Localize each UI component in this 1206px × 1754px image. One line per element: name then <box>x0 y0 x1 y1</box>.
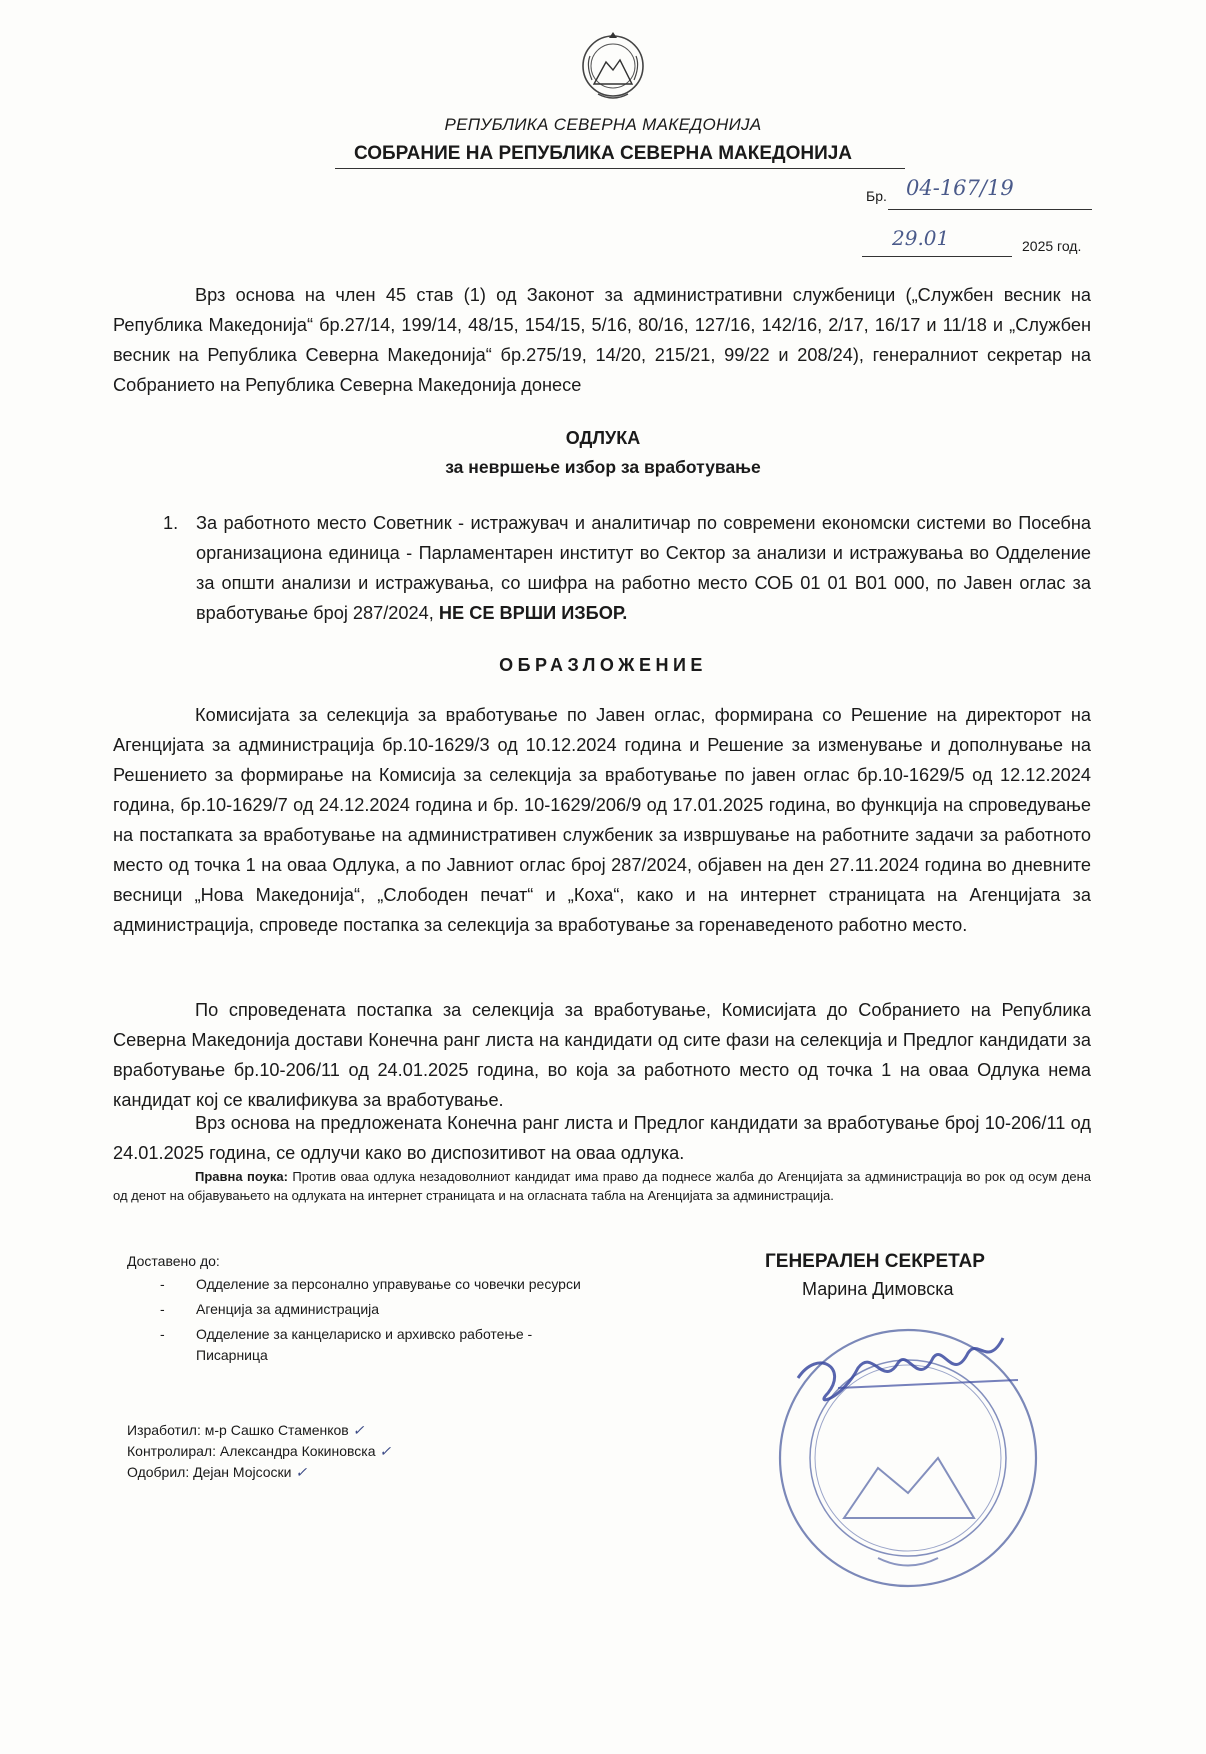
signatory-title: ГЕНЕРАЛЕН СЕКРЕТАР <box>765 1251 985 1272</box>
legal-remedy <box>113 1167 1091 1205</box>
handwritten-initials: ✓ <box>379 1444 392 1460</box>
decision-title: ОДЛУКА <box>565 428 641 448</box>
prepared-by <box>127 1420 391 1441</box>
coat-of-arms-emblem <box>580 26 646 104</box>
approved-by-text: Одобрил: Дејан Мојсоски <box>127 1464 292 1480</box>
reasoning-paragraph-3: Врз основа на предложената Конечна ранг листа и Предлог кандидати за вработување број 10-206/11 од 24.01.2025 година, се одлучи како во диспозитивот на оваа одлука. <box>113 1113 1091 1163</box>
controlled-by-text: Контролирал: Александра Кокиновска <box>127 1443 376 1459</box>
delivered-item: Одделение за канцелариско и архивско работење - Писарница <box>196 1326 533 1363</box>
item-bold-text: НЕ СЕ ВРШИ ИЗБОР. <box>438 603 628 623</box>
delivered-list <box>160 1274 600 1370</box>
delivered-item: Одделение за персонално управување со човечки ресурси <box>196 1276 581 1292</box>
approved-by <box>127 1462 391 1483</box>
reference-handwritten: 04-167/19 <box>906 176 1014 200</box>
preparation-block <box>127 1420 391 1483</box>
decision-item <box>163 508 1091 628</box>
date-year: 2025 год. <box>1022 238 1082 254</box>
intro-paragraph: Врз основа на член 45 став (1) од Законот за административни службеници („Службен весник на Република Македонија“ бр.27/14, 199/14, 48/15, 154/15, 5/16, 80/16, 127/16, 142/16, 2/17, 16/17 и 11/18 и „Службен весник на Република Северна Македонија“ бр.275/19, 14/20, 215/21, 99/22 и 208/24), генералниот секретар на Собранието на Република Северна Македонија донесе <box>113 285 1091 395</box>
reasoning-title: ОБРАЗЛОЖЕНИЕ <box>499 655 707 675</box>
reference-number <box>866 176 1014 204</box>
assembly-heading: СОБРАНИЕ НА РЕПУБЛИКА СЕВЕРНА МАКЕДОНИЈА <box>353 143 853 164</box>
reference-label: Бр. <box>866 188 887 204</box>
date-handwritten: 29.01 <box>892 226 950 250</box>
delivered-item: Агенција за администрација <box>196 1301 380 1317</box>
legal-text: Против оваа одлука незадоволниот кандидат има право да поднесе жалба до Агенцијата за администрација во рок од осум дена од денот на објавувањето на одлуката на интернет страницата и на огласната табла на Агенцијата за администрација. <box>113 1169 1091 1203</box>
official-stamp <box>748 1268 1038 1598</box>
date-underline <box>862 256 1012 257</box>
list-item: - Агенција за администрација <box>160 1301 380 1317</box>
reference-underline <box>888 209 1092 210</box>
decision-subtitle: за невршење избор за вработување <box>445 457 761 477</box>
list-item: - Одделение за персонално управување со човечки ресурси <box>160 1276 581 1292</box>
list-item: - Одделение за канцелариско и архивско работење - Писарница <box>160 1326 533 1363</box>
signatory-name: Марина Димовска <box>802 1279 954 1299</box>
prepared-by-text: Изработил: м-р Сашко Стаменков <box>127 1422 349 1438</box>
item-number: 1. <box>163 513 179 533</box>
delivered-label: Доставено до: <box>127 1253 220 1269</box>
controlled-by <box>127 1441 391 1462</box>
handwritten-initials: ✓ <box>352 1423 365 1439</box>
legal-label: Правна поука: <box>195 1169 288 1184</box>
header-divider <box>335 168 905 169</box>
republic-heading: РЕПУБЛИКА СЕВЕРНА МАКЕДОНИЈА <box>444 115 762 134</box>
item-text: За работното место Советник - истражувач и аналитичар по современи економски системи во Посебна организациона единица - Парламентарен институт во Сектор за анализи и истражувања во Одделение за општи анализи и истражувања, со шифра на работно место СОБ 01 01 В01 000, по Јавен оглас за вработување број 287/2024, <box>196 513 1091 623</box>
reasoning-paragraph-1: Комисијата за селекција за вработување по Јавен оглас, формирана со Решение на директорот на Агенцијата за администрација бр.10-1629/3 од 10.12.2024 година и Решение за изменување и дополнување на Решението за формирање на Комисија за селекција за вработување по јавен оглас бр.10-1629/5 од 12.12.2024 година, бр.10-1629/7 од 24.12.2024 година и бр. 10-1629/206/9 од 17.01.2025 година, во функција на спроведување на постапката за вработување на административен службеник за извршување на работните задачи за работното место од точка 1 на оваа Одлука, а по Јавниот оглас број 287/2024, објавен на ден 27.11.2024 година во дневните весници „Нова Македонија“, „Слободен печат“ и „Коха“, како и на интернет страницата на Агенцијата за администрација, спроведе постапка за селекција за вработување за горенаведеното работно место. <box>113 705 1091 935</box>
reasoning-paragraph-2: По спроведената постапка за селекција за вработување, Комисијата до Собранието на Република Северна Македонија достави Конечна ранг листа на кандидати од сите фази на селекција и Предлог кандидати за вработување бр.10-206/11 од 24.01.2025 година, во која за работното место од точка 1 на оваа Одлука нема кандидат кој се квалификува за вработување. <box>113 1000 1091 1110</box>
handwritten-initials: ✓ <box>295 1465 308 1481</box>
